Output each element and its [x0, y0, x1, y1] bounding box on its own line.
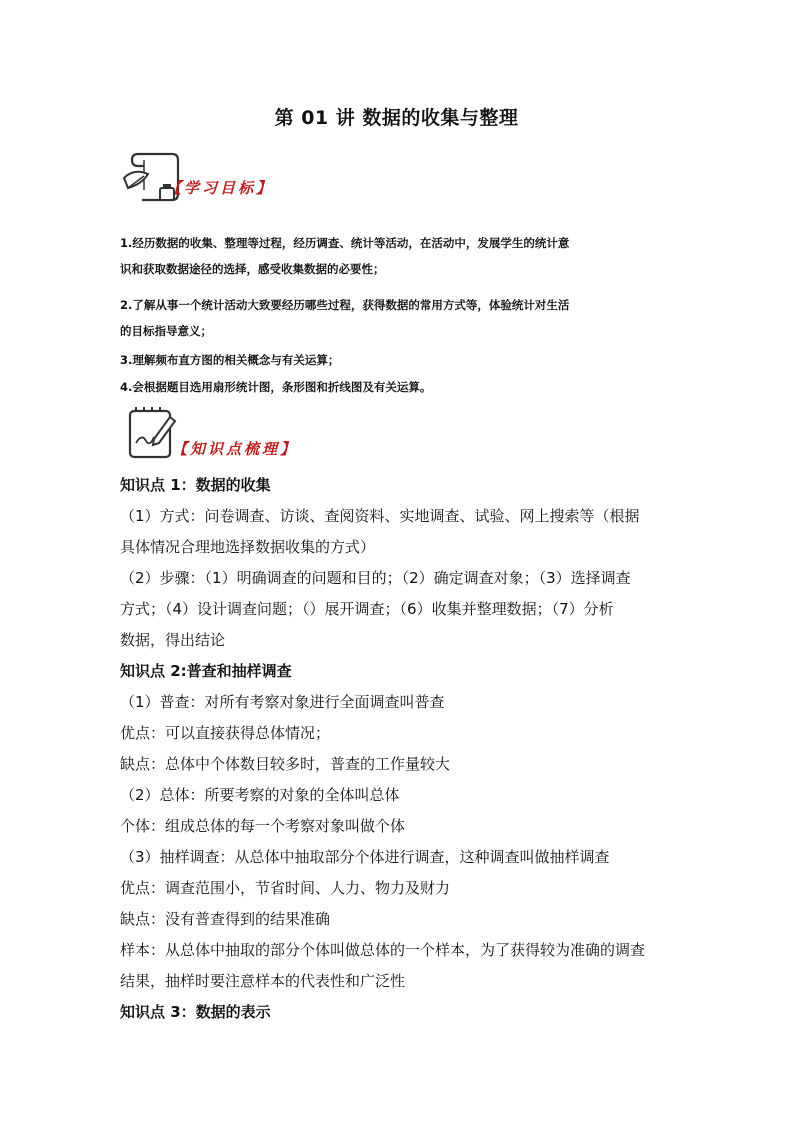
goals-heading: 【学习目标】 — [166, 179, 275, 197]
knowledge-line: 缺点：总体中个体数目较多时，普查的工作量较大 — [120, 755, 451, 773]
knowledge-line: 数据，得出结论 — [120, 631, 226, 649]
goal-line: 3.理解频布直方图的相关概念与有关运算； — [120, 353, 340, 367]
knowledge-heading: 【知识点梳理】 — [172, 440, 299, 458]
knowledge-line: 方式；（4）设计调查问题；（）展开调查；（6）收集并整理数据；（7）分析 — [120, 600, 614, 618]
goal-line: 2.了解从事一个统计活动大致要经历哪些过程，获得数据的常用方式等，体验统计对生活 — [120, 298, 570, 312]
goal-line: 的目标指导意义； — [120, 324, 212, 338]
knowledge-line: 结果，抽样时要注意样本的代表性和广泛性 — [120, 972, 406, 990]
knowledge-line: （1）普查：对所有考察对象进行全面调查叫普查 — [120, 693, 445, 711]
knowledge-heading-1: 知识点 1：数据的收集 — [120, 476, 271, 494]
knowledge-line: 缺点：没有普查得到的结果准确 — [120, 910, 331, 928]
knowledge-line: （3）抽样调查：从总体中抽取部分个体进行调查，这种调查叫做抽样调查 — [120, 848, 610, 866]
knowledge-heading-3: 知识点 3：数据的表示 — [120, 1003, 271, 1021]
goal-line: 1.经历数据的收集、整理等过程，经历调查、统计等活动，在活动中，发展学生的统计意 — [120, 236, 570, 250]
knowledge-line: 个体：组成总体的每一个考察对象叫做个体 — [120, 817, 406, 835]
knowledge-line: （2）总体：所要考察的对象的全体叫总体 — [120, 786, 400, 804]
knowledge-line: （2）步骤：（1）明确调查的问题和目的；（2）确定调查对象；（3）选择调查 — [120, 569, 631, 587]
knowledge-line: 优点：调查范围小，节省时间、人力、物力及财力 — [120, 879, 451, 897]
knowledge-line: 具体情况合理地选择数据收集的方式） — [120, 538, 376, 556]
knowledge-line: 样本：从总体中抽取的部分个体叫做总体的一个样本，为了获得较为准确的调查 — [120, 941, 646, 959]
knowledge-heading-2: 知识点 2:普查和抽样调查 — [120, 662, 292, 680]
knowledge-line: （1）方式：问卷调查、访谈、查阅资料、实地调查、试验、网上搜索等（根据 — [120, 507, 640, 525]
goal-line: 4.会根据题目选用扇形统计图，条形图和折线图及有关运算。 — [120, 380, 432, 394]
knowledge-line: 优点：可以直接获得总体情况； — [120, 724, 331, 742]
page-title: 第 01 讲 数据的收集与整理 — [274, 107, 519, 129]
goal-line: 识和获取数据途径的选择，感受收集数据的必要性； — [120, 262, 385, 276]
